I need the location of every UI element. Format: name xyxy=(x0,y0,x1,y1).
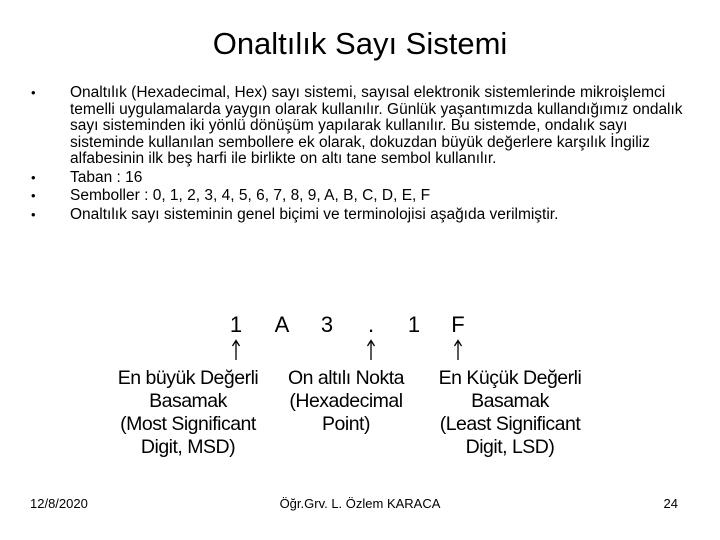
point-label-line: On altılı Nokta xyxy=(287,367,405,389)
slide-title: Onaltılık Sayı Sistemi xyxy=(212,26,508,61)
bullet-text: Semboller : 0, 1, 2, 3, 4, 5, 6, 7, 8, 9, A, B, C, D, E, F xyxy=(70,187,431,204)
lsd-label xyxy=(426,367,594,459)
msd-label xyxy=(108,367,268,459)
bullet-glyph: • xyxy=(31,85,36,100)
bullet-glyph: • xyxy=(31,169,36,185)
footer-date: 12/8/2020 xyxy=(30,496,88,511)
msd-label-line: (Most Significant xyxy=(120,413,256,435)
page-number: 24 xyxy=(663,496,678,511)
bullet-text: Onaltılık (Hexadecimal, Hex) sayı sistemi, sayısal elektronik sistemlerinde mikroişlemci temelli uygulamalarda yaygın olarak kullanılır. Günlük yaşantımızda kullandığımız ondalık sayı sisteminden iki yönlü dönüşüm yapılarak kullanılır. Bu sistemde, ondalık sayı sisteminde kullanılan sembollere ek olarak, dokuzdan büyük değerlere karşılık İngiliz alfabesinin ilk beş harfi ile birlikte on altı tane sembol kullanılır. xyxy=(70,84,683,167)
lsd-label-line: (Least Significant xyxy=(439,413,581,435)
bullet-glyph: • xyxy=(31,188,36,203)
bullet-glyph: • xyxy=(31,206,36,222)
up-arrow-icon xyxy=(453,339,463,361)
lsd-label-line: Basamak xyxy=(471,390,549,412)
msd-label-line: En büyük Değerli xyxy=(117,367,259,389)
point-label-line: (Hexadecimal xyxy=(289,390,403,412)
msd-label-line: Digit, MSD) xyxy=(140,436,236,458)
up-arrow-icon xyxy=(231,339,241,361)
digit-symbol: 3 xyxy=(320,312,334,337)
digit-symbol: A xyxy=(274,312,290,337)
digit-symbol: F xyxy=(451,312,465,337)
lsd-label-line: Digit, LSD) xyxy=(465,436,555,458)
footer-author: Öğr.Grv. L. Özlem KARACA xyxy=(279,496,441,511)
hex-point-symbol: . xyxy=(367,312,375,337)
bullet-text: Onaltılık sayı sisteminin genel biçimi ve terminolojisi aşağıda verilmiştir. xyxy=(70,205,559,223)
msd-label-line: Basamak xyxy=(149,390,227,412)
lsd-label-line: En Küçük Değerli xyxy=(438,367,582,389)
bullet-text: Taban : 16 xyxy=(70,168,143,186)
digit-symbol: 1 xyxy=(229,312,243,337)
hex-point-label xyxy=(276,367,416,436)
up-arrow-icon xyxy=(366,339,376,361)
point-label-line: Point) xyxy=(322,413,370,435)
digit-symbol: 1 xyxy=(407,312,421,337)
